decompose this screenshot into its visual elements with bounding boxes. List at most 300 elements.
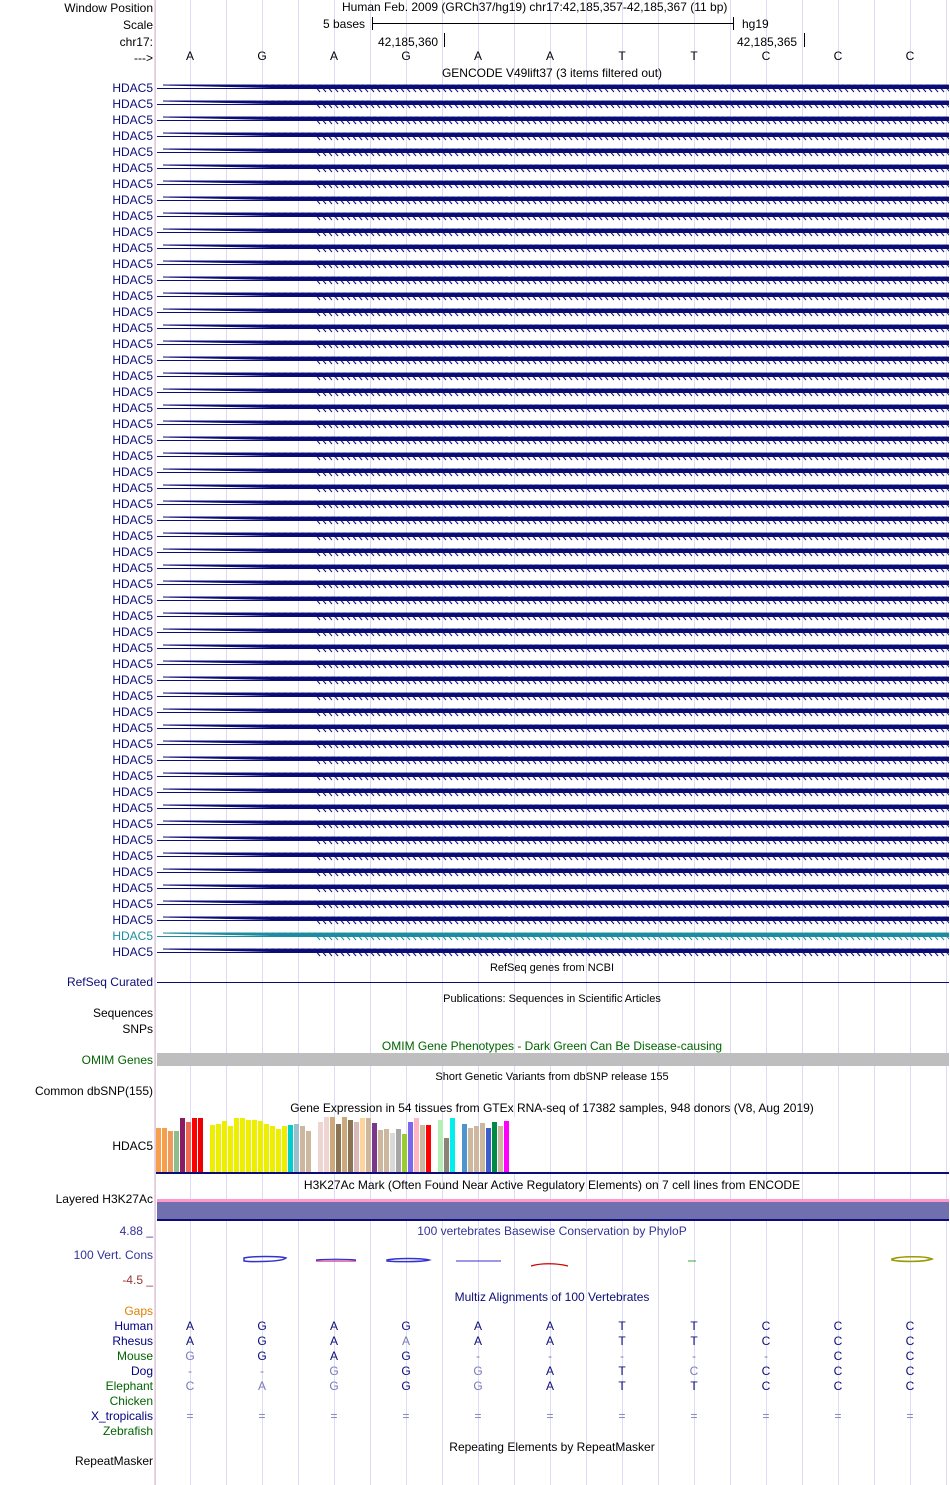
gencode-gene-label[interactable]: HDAC5 — [112, 689, 153, 703]
gtex-tissue-bar[interactable] — [294, 1124, 299, 1172]
multiz-base: - — [620, 1349, 624, 1363]
gencode-transcript[interactable] — [157, 371, 949, 382]
dna-base: C — [833, 49, 843, 63]
h3k27ac-signal-band[interactable] — [157, 1202, 949, 1219]
gtex-tissue-bar[interactable] — [300, 1126, 305, 1172]
multiz-base: = — [258, 1409, 266, 1423]
multiz-base: - — [188, 1364, 192, 1378]
multiz-base: T — [690, 1319, 698, 1333]
multiz-base: A — [185, 1334, 195, 1348]
gencode-transcript[interactable] — [157, 755, 949, 766]
gencode-transcript[interactable] — [157, 323, 949, 334]
gtex-tissue-bar[interactable] — [246, 1120, 251, 1172]
gtex-tissue-bar[interactable] — [330, 1117, 335, 1172]
gencode-gene-label[interactable]: HDAC5 — [112, 177, 153, 191]
gtex-tissue-bar[interactable] — [276, 1129, 281, 1172]
multiz-species-label[interactable]: Human — [114, 1319, 153, 1333]
gtex-tissue-bar[interactable] — [438, 1120, 443, 1172]
gencode-transcript[interactable] — [157, 387, 949, 398]
gencode-transcript[interactable] — [157, 115, 949, 126]
gencode-gene-label[interactable]: HDAC5 — [112, 705, 153, 719]
multiz-base: C — [761, 1319, 771, 1333]
gencode-gene-label[interactable]: HDAC5 — [112, 97, 153, 111]
cons-glyph-7 — [892, 1257, 932, 1262]
gencode-transcript[interactable] — [157, 451, 949, 462]
gencode-gene-label[interactable]: HDAC5 — [112, 225, 153, 239]
gencode-transcript[interactable] — [157, 275, 949, 286]
multiz-base: = — [402, 1409, 410, 1423]
gtex-tissue-bar[interactable] — [222, 1121, 227, 1172]
gtex-tissue-bar[interactable] — [198, 1118, 203, 1172]
multiz-base: T — [618, 1334, 626, 1348]
scale-bar — [372, 23, 733, 24]
gtex-tissue-bar[interactable] — [486, 1128, 491, 1172]
gencode-transcript[interactable] — [157, 915, 949, 926]
multiz-base: T — [690, 1379, 698, 1393]
gtex-tissue-bar[interactable] — [324, 1117, 329, 1172]
multiz-base: G — [473, 1379, 483, 1393]
gencode-gene-label[interactable]: HDAC5 — [112, 209, 153, 223]
publications-track-title[interactable]: Publications: Sequences in Scientific Articles — [443, 993, 661, 1005]
gencode-gene-label[interactable]: HDAC5 — [112, 913, 153, 927]
gtex-tissue-bar[interactable] — [252, 1120, 257, 1172]
gencode-transcript[interactable] — [157, 627, 949, 638]
gtex-tissue-bar[interactable] — [354, 1122, 359, 1172]
gencode-gene-label[interactable]: HDAC5 — [112, 305, 153, 319]
dna-base: C — [761, 49, 771, 63]
gencode-gene-label[interactable]: HDAC5 — [112, 193, 153, 207]
gtex-tissue-bar[interactable] — [282, 1126, 287, 1172]
multiz-base: C — [833, 1334, 843, 1348]
gtex-tissue-bar[interactable] — [384, 1129, 389, 1172]
dna-base: T — [690, 49, 698, 63]
gencode-gene-label[interactable]: HDAC5 — [112, 401, 153, 415]
gtex-tissue-bar[interactable] — [342, 1117, 347, 1172]
multiz-base: A — [185, 1319, 195, 1333]
gencode-transcript[interactable] — [157, 163, 949, 174]
gencode-gene-label[interactable]: HDAC5 — [112, 481, 153, 495]
dna-base: A — [473, 49, 483, 63]
gtex-tissue-bar[interactable] — [210, 1125, 215, 1172]
omim-track-title[interactable]: OMIM Gene Phenotypes - Dark Green Can Be Disease-causing — [381, 1039, 723, 1053]
gencode-transcript[interactable] — [157, 659, 949, 670]
gencode-gene-label[interactable]: HDAC5 — [112, 161, 153, 175]
multiz-base: - — [548, 1349, 552, 1363]
multiz-base: = — [330, 1409, 338, 1423]
gtex-tissue-bar[interactable] — [366, 1118, 371, 1172]
gencode-transcript[interactable] — [157, 291, 949, 302]
conservation-track-label[interactable]: 100 Vert. Cons — [73, 1248, 153, 1262]
gtex-tissue-bar[interactable] — [162, 1128, 167, 1172]
gtex-tissue-bar[interactable] — [186, 1122, 191, 1172]
omim-bar[interactable] — [157, 1053, 949, 1066]
dna-base: T — [618, 49, 626, 63]
multiz-base: A — [545, 1364, 555, 1378]
multiz-base: G — [257, 1349, 267, 1363]
gencode-transcript[interactable] — [157, 819, 949, 830]
dna-base: A — [185, 49, 195, 63]
multiz-track-title[interactable]: Multiz Alignments of 100 Vertebrates — [454, 1290, 650, 1304]
multiz-base: C — [905, 1319, 915, 1333]
multiz-base: C — [689, 1364, 699, 1378]
gencode-gene-label[interactable]: HDAC5 — [112, 929, 153, 943]
gencode-transcript[interactable] — [157, 307, 949, 318]
multiz-base: A — [545, 1334, 555, 1348]
gencode-gene-label[interactable]: HDAC5 — [112, 817, 153, 831]
gencode-gene-label[interactable]: HDAC5 — [112, 273, 153, 287]
multiz-base: C — [905, 1379, 915, 1393]
gtex-tissue-bar[interactable] — [528, 1121, 533, 1172]
multiz-base: G — [401, 1319, 411, 1333]
multiz-base: A — [257, 1379, 267, 1393]
gencode-gene-label[interactable]: HDAC5 — [112, 737, 153, 751]
gtex-tissue-bar[interactable] — [522, 1122, 527, 1172]
h3k27ac-bottom-line — [157, 1219, 949, 1221]
multiz-base: C — [833, 1319, 843, 1333]
multiz-species-label[interactable]: X_tropicalis — [90, 1409, 153, 1423]
dbsnp-track-label[interactable]: Common dbSNP(155) — [34, 1084, 153, 1098]
assembly-label: hg19 — [742, 17, 769, 31]
gencode-transcript[interactable] — [157, 739, 949, 750]
refseq-track-title[interactable]: RefSeq genes from NCBI — [489, 962, 615, 974]
gencode-transcript[interactable] — [157, 467, 949, 478]
gtex-tissue-bar[interactable] — [180, 1118, 185, 1172]
multiz-species-label[interactable]: Zebrafish — [102, 1424, 153, 1438]
gencode-transcript[interactable] — [157, 835, 949, 846]
gencode-transcript[interactable] — [157, 435, 949, 446]
gtex-tissue-bar[interactable] — [432, 1117, 437, 1172]
multiz-base: T — [690, 1334, 698, 1348]
gencode-gene-label[interactable]: HDAC5 — [112, 641, 153, 655]
multiz-base: = — [186, 1409, 194, 1423]
gtex-tissue-bar[interactable] — [426, 1125, 431, 1172]
gtex-tissue-bar[interactable] — [288, 1125, 293, 1172]
multiz-base: = — [834, 1409, 842, 1423]
gencode-transcript[interactable] — [157, 595, 949, 606]
gtex-tissue-bar[interactable] — [378, 1130, 383, 1172]
multiz-base: A — [329, 1334, 339, 1348]
gencode-gene-label[interactable]: HDAC5 — [112, 449, 153, 463]
gencode-gene-label[interactable]: HDAC5 — [112, 561, 153, 575]
coord-right: 42,185,365 — [737, 35, 798, 49]
gencode-transcript[interactable] — [157, 339, 949, 350]
gtex-tissue-bar[interactable] — [468, 1128, 473, 1172]
multiz-base: G — [473, 1364, 483, 1378]
gencode-transcript[interactable] — [157, 259, 949, 270]
dna-base: C — [905, 49, 915, 63]
gtex-expression-bars[interactable] — [156, 1115, 556, 1172]
multiz-base: T — [618, 1319, 626, 1333]
gtex-tissue-bar[interactable] — [204, 1125, 209, 1172]
multiz-base: C — [905, 1334, 915, 1348]
gencode-gene-label[interactable]: HDAC5 — [112, 657, 153, 671]
gtex-tissue-bar[interactable] — [306, 1131, 311, 1172]
gencode-gene-label[interactable]: HDAC5 — [112, 465, 153, 479]
gtex-tissue-bar[interactable] — [510, 1117, 515, 1172]
multiz-base: G — [257, 1319, 267, 1333]
gtex-tissue-bar[interactable] — [192, 1118, 197, 1172]
multiz-base: - — [476, 1349, 480, 1363]
gencode-gene-label[interactable]: HDAC5 — [112, 385, 153, 399]
gtex-track-title[interactable]: Gene Expression in 54 tissues from GTEx RNA-seq of 17382 samples, 948 donors (V8, Aug 2019) — [290, 1101, 814, 1115]
gtex-tissue-bar[interactable] — [156, 1128, 161, 1172]
gencode-gene-label[interactable]: HDAC5 — [112, 353, 153, 367]
gencode-gene-label[interactable]: HDAC5 — [112, 897, 153, 911]
gencode-transcript[interactable] — [157, 227, 949, 238]
gencode-transcript[interactable] — [157, 547, 949, 558]
gencode-gene-label[interactable]: HDAC5 — [112, 577, 153, 591]
conservation-max-label: 4.88 _ — [119, 1224, 153, 1238]
multiz-base: C — [761, 1334, 771, 1348]
gtex-tissue-bar[interactable] — [474, 1126, 479, 1172]
gtex-tissue-bar[interactable] — [348, 1120, 353, 1172]
gencode-transcript[interactable] — [157, 707, 949, 718]
gencode-gene-label[interactable]: HDAC5 — [112, 801, 153, 815]
gencode-gene-label[interactable]: HDAC5 — [112, 625, 153, 639]
gtex-tissue-bar[interactable] — [420, 1125, 425, 1172]
gtex-tissue-bar[interactable] — [360, 1118, 365, 1172]
gencode-gene-label[interactable]: HDAC5 — [112, 321, 153, 335]
gencode-transcript[interactable] — [157, 83, 949, 94]
multiz-base: G — [257, 1334, 267, 1348]
gencode-transcript[interactable] — [157, 883, 949, 894]
multiz-base: A — [473, 1334, 483, 1348]
multiz-species-label[interactable]: Rhesus — [112, 1334, 153, 1348]
gtex-tissue-bar[interactable] — [258, 1121, 263, 1172]
gencode-transcript[interactable] — [157, 483, 949, 494]
gencode-transcript[interactable] — [157, 691, 949, 702]
gaps-label[interactable]: Gaps — [124, 1304, 153, 1318]
gtex-tissue-bar[interactable] — [402, 1134, 407, 1172]
multiz-base: C — [833, 1379, 843, 1393]
gtex-tissue-bar[interactable] — [312, 1126, 317, 1172]
gencode-transcript[interactable] — [157, 131, 949, 142]
gencode-transcript[interactable] — [157, 179, 949, 190]
multiz-base: = — [690, 1409, 698, 1423]
gencode-gene-label[interactable]: HDAC5 — [112, 241, 153, 255]
gencode-transcript[interactable] — [157, 931, 949, 942]
multiz-base: T — [618, 1379, 626, 1393]
gencode-transcript[interactable] — [157, 419, 949, 430]
multiz-base: G — [329, 1364, 339, 1378]
gencode-gene-label[interactable]: HDAC5 — [112, 129, 153, 143]
sequences-track-label[interactable]: Sequences — [92, 1006, 153, 1020]
gencode-gene-label[interactable]: HDAC5 — [112, 673, 153, 687]
multiz-base: A — [473, 1319, 483, 1333]
gtex-tissue-bar[interactable] — [498, 1126, 503, 1172]
gencode-gene-label[interactable]: HDAC5 — [112, 257, 153, 271]
gencode-gene-label[interactable]: HDAC5 — [112, 833, 153, 847]
gtex-tissue-bar[interactable] — [408, 1122, 413, 1172]
multiz-species-label[interactable]: Elephant — [105, 1379, 153, 1393]
gencode-gene-label[interactable]: HDAC5 — [112, 289, 153, 303]
gencode-transcript[interactable] — [157, 867, 949, 878]
gencode-gene-label[interactable]: HDAC5 — [112, 113, 153, 127]
multiz-species-label[interactable]: Dog — [130, 1364, 153, 1378]
gencode-track-title[interactable]: GENCODE V49lift37 (3 items filtered out) — [441, 66, 663, 80]
multiz-base: C — [185, 1379, 195, 1393]
gencode-transcript[interactable] — [157, 211, 949, 222]
multiz-base: A — [545, 1379, 555, 1393]
h3k27ac-track-title[interactable]: H3K27Ac Mark (Often Found Near Active Regulatory Elements) on 7 cell lines from ENCODE — [303, 1178, 801, 1192]
gtex-tissue-bar[interactable] — [174, 1131, 179, 1172]
scale-label: Scale — [122, 18, 153, 32]
gtex-tissue-bar[interactable] — [270, 1126, 275, 1172]
gtex-tissue-bar[interactable] — [456, 1118, 461, 1172]
multiz-base: = — [906, 1409, 914, 1423]
gencode-gene-label[interactable]: HDAC5 — [112, 593, 153, 607]
gtex-tissue-bar[interactable] — [234, 1118, 239, 1172]
dna-base: A — [545, 49, 555, 63]
h3k27ac-track-label[interactable]: Layered H3K27Ac — [55, 1192, 153, 1206]
coord-right-tick — [804, 33, 805, 47]
gtex-tissue-bar[interactable] — [168, 1131, 173, 1172]
gencode-transcript[interactable] — [157, 899, 949, 910]
multiz-base: = — [762, 1409, 770, 1423]
gtex-track-label[interactable]: HDAC5 — [112, 1139, 153, 1153]
gencode-gene-label[interactable]: HDAC5 — [112, 433, 153, 447]
gencode-transcript[interactable] — [157, 515, 949, 526]
gencode-transcript[interactable] — [157, 99, 949, 110]
gencode-transcript[interactable] — [157, 403, 949, 414]
gencode-gene-label[interactable]: HDAC5 — [112, 945, 153, 959]
gencode-transcript[interactable] — [157, 531, 949, 542]
multiz-base: C — [761, 1379, 771, 1393]
multiz-base: C — [761, 1364, 771, 1378]
cons-glyph-5 — [531, 1264, 568, 1266]
gencode-transcript[interactable] — [157, 643, 949, 654]
gencode-transcript[interactable] — [157, 675, 949, 686]
coord-left-tick — [444, 33, 445, 47]
gencode-gene-label[interactable]: HDAC5 — [112, 529, 153, 543]
gencode-gene-label[interactable]: HDAC5 — [112, 865, 153, 879]
multiz-base: G — [401, 1364, 411, 1378]
gencode-transcript[interactable] — [157, 243, 949, 254]
gencode-transcript[interactable] — [157, 499, 949, 510]
gencode-transcript[interactable] — [157, 771, 949, 782]
gencode-gene-label[interactable]: HDAC5 — [112, 337, 153, 351]
multiz-base: - — [260, 1364, 264, 1378]
snps-track-label[interactable]: SNPs — [122, 1022, 153, 1036]
multiz-base: T — [618, 1364, 626, 1378]
gencode-gene-label[interactable]: HDAC5 — [112, 513, 153, 527]
multiz-base: G — [185, 1349, 195, 1363]
position-title: Human Feb. 2009 (GRCh37/hg19) chr17:42,185,357-42,185,367 (11 bp) — [342, 0, 728, 14]
gencode-transcript[interactable] — [157, 563, 949, 574]
gencode-transcript[interactable] — [157, 611, 949, 622]
gtex-tissue-bar[interactable] — [264, 1124, 269, 1172]
multiz-base: A — [545, 1319, 555, 1333]
gtex-tissue-bar[interactable] — [318, 1122, 323, 1172]
dbsnp-track-title[interactable]: Short Genetic Variants from dbSNP release 155 — [435, 1071, 669, 1083]
cons-glyph-2 — [316, 1259, 356, 1261]
conservation-min-label: -4.5 _ — [122, 1273, 153, 1287]
gencode-gene-label[interactable]: HDAC5 — [112, 721, 153, 735]
multiz-base: A — [329, 1319, 339, 1333]
gencode-gene-label[interactable]: HDAC5 — [112, 785, 153, 799]
chrom-label: chr17: — [119, 35, 153, 49]
gencode-gene-label[interactable]: HDAC5 — [112, 769, 153, 783]
multiz-base: C — [905, 1364, 915, 1378]
gencode-gene-label[interactable]: HDAC5 — [112, 369, 153, 383]
strand-label: ---> — [134, 51, 153, 65]
multiz-base: = — [618, 1409, 626, 1423]
gencode-transcript[interactable] — [157, 947, 949, 958]
repeatmasker-track-label[interactable]: RepeatMasker — [74, 1454, 153, 1468]
gencode-gene-label[interactable]: HDAC5 — [112, 545, 153, 559]
gtex-tissue-bar[interactable] — [390, 1133, 395, 1172]
gencode-transcript[interactable] — [157, 851, 949, 862]
gencode-transcript[interactable] — [157, 723, 949, 734]
multiz-base: G — [329, 1379, 339, 1393]
gencode-transcript[interactable] — [157, 803, 949, 814]
gtex-tissue-bar[interactable] — [228, 1126, 233, 1172]
gtex-tissue-bar[interactable] — [444, 1138, 449, 1172]
gtex-tissue-bar[interactable] — [462, 1124, 467, 1172]
omim-track-label[interactable]: OMIM Genes — [81, 1053, 153, 1067]
multiz-base: = — [474, 1409, 482, 1423]
cons-glyph-3 — [387, 1259, 429, 1262]
conservation-plot[interactable] — [156, 1244, 950, 1284]
gtex-tissue-bar[interactable] — [216, 1124, 221, 1172]
refseq-line[interactable] — [157, 982, 949, 983]
gtex-tissue-bar[interactable] — [240, 1118, 245, 1172]
gencode-transcript[interactable] — [157, 147, 949, 158]
multiz-base: - — [692, 1349, 696, 1363]
gencode-gene-label[interactable]: HDAC5 — [112, 609, 153, 623]
gencode-transcript[interactable] — [157, 787, 949, 798]
gencode-gene-label[interactable]: HDAC5 — [112, 81, 153, 95]
conservation-track-title[interactable]: 100 vertebrates Basewise Conservation by PhyloP — [417, 1224, 687, 1238]
multiz-base: - — [764, 1349, 768, 1363]
dna-base: G — [257, 49, 267, 63]
repeatmasker-track-title[interactable]: Repeating Elements by RepeatMasker — [449, 1440, 655, 1454]
scale-text: 5 bases — [323, 17, 366, 31]
coord-left: 42,185,360 — [378, 35, 439, 49]
gencode-gene-label[interactable]: HDAC5 — [112, 753, 153, 767]
gtex-tissue-bar[interactable] — [396, 1129, 401, 1172]
gencode-gene-label[interactable]: HDAC5 — [112, 497, 153, 511]
gtex-tissue-bar[interactable] — [504, 1121, 509, 1172]
scale-bar-right-tick — [733, 17, 734, 30]
gencode-transcript[interactable] — [157, 579, 949, 590]
gencode-gene-label[interactable]: HDAC5 — [112, 145, 153, 159]
gencode-gene-label[interactable]: HDAC5 — [112, 417, 153, 431]
refseq-track-label[interactable]: RefSeq Curated — [66, 975, 153, 989]
gtex-tissue-bar[interactable] — [516, 1121, 521, 1172]
multiz-base: C — [833, 1364, 843, 1378]
gencode-gene-label[interactable]: HDAC5 — [112, 881, 153, 895]
gtex-tissue-bar[interactable] — [336, 1124, 341, 1172]
dna-base: G — [401, 49, 411, 63]
multiz-base: G — [401, 1379, 411, 1393]
gtex-tissue-bar[interactable] — [480, 1123, 485, 1172]
gtex-tissue-bar[interactable] — [372, 1123, 377, 1172]
gencode-transcript[interactable] — [157, 195, 949, 206]
window-position-label: Window Position — [64, 1, 153, 15]
gtex-tissue-bar[interactable] — [450, 1118, 455, 1172]
multiz-species-label[interactable]: Mouse — [116, 1349, 153, 1363]
multiz-base: C — [905, 1349, 915, 1363]
multiz-base: A — [401, 1334, 411, 1348]
gtex-tissue-bar[interactable] — [492, 1122, 497, 1172]
gtex-tissue-bar[interactable] — [414, 1118, 419, 1172]
gencode-transcript[interactable] — [157, 355, 949, 366]
multiz-base: = — [546, 1409, 554, 1423]
gencode-gene-label[interactable]: HDAC5 — [112, 849, 153, 863]
multiz-species-label[interactable]: Chicken — [109, 1394, 153, 1408]
gtex-baseline — [156, 1172, 949, 1174]
